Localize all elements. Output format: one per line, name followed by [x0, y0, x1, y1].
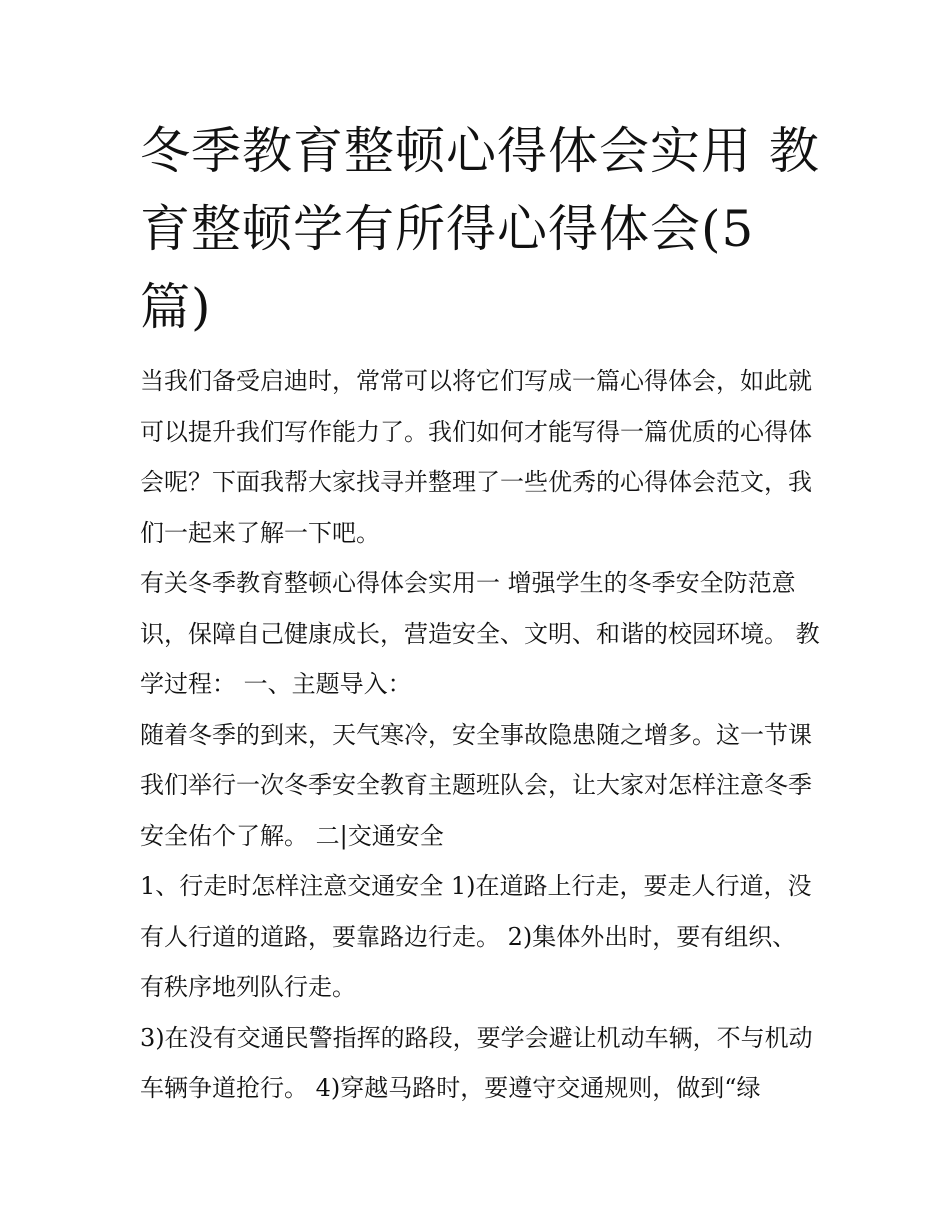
paragraph-crossing-safety: 3)在没有交通民警指挥的路段，要学会避让机动车辆，不与机动车辆争道抢行。 4)穿越马路时，要遵守交通规则，做到“绿 — [140, 1023, 813, 1102]
paragraph-introduction: 随着冬季的到来，天气寒冷，安全事故隐患随之增多。这一节课我们举行一次冬季安全教育主题班队会，让大家对怎样注意冬季安全佑个了解。 二|交通安全 — [140, 720, 812, 850]
paragraph-intro: 当我们备受启迪时，常常可以将它们写成一篇心得体会，如此就可以提升我们写作能力了。我们如何才能写得一篇优质的心得体会呢？下面我帮大家找寻并整理了一些优秀的心得体会范文，我们一起来了解一下吧。 — [140, 367, 812, 547]
document-title: 冬季教育整顿心得体会实用 教育整顿学有所得心得体会(5篇) — [140, 122, 820, 336]
paragraph-topic: 有关冬季教育整顿心得体会实用一 增强学生的冬季安全防范意识，保障自己健康成长，营造安全、文明、和谐的校园环境。 教学过程： 一、主题导入： — [140, 569, 820, 698]
document-body — [140, 356, 820, 1114]
paragraph-walking-safety: 1、行走时怎样注意交通安全 1)在道路上行走，要走人行道，没有人行道的道路，要靠路边行走。 2)集体外出时，要有组织、有秩序地列队行走。 — [140, 872, 812, 1001]
